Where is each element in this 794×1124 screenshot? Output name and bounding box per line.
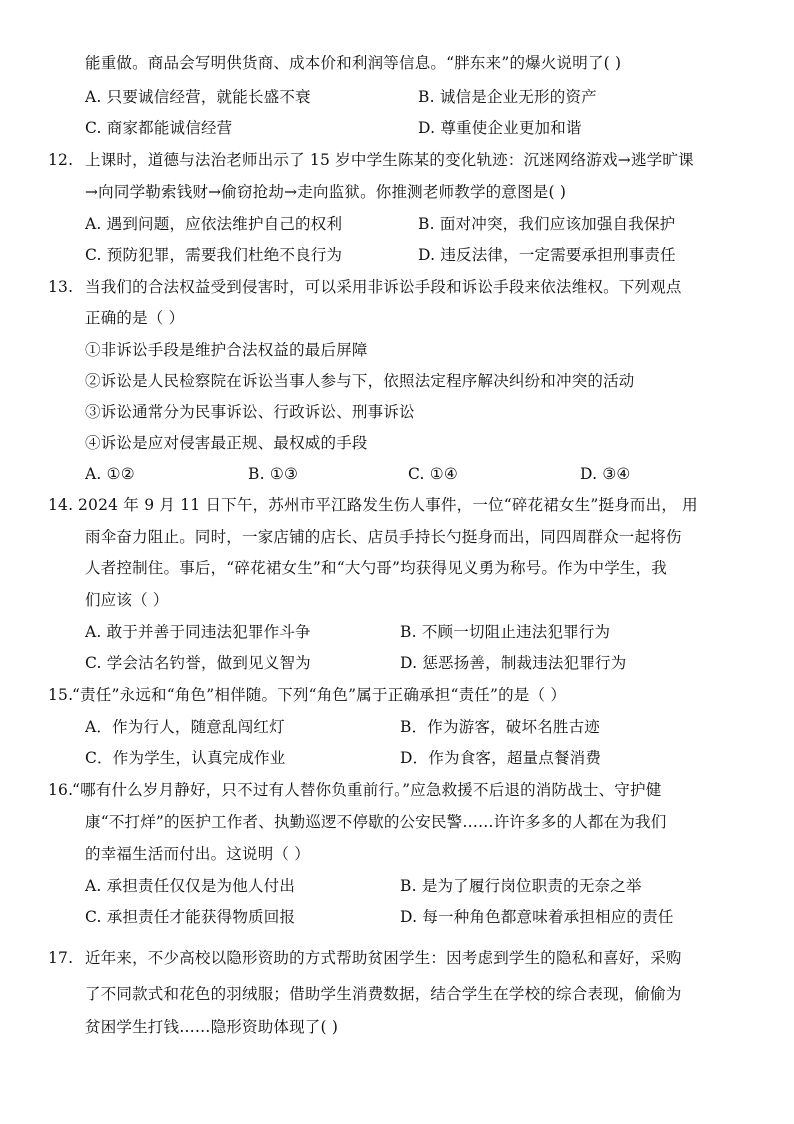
q14-stem-line-3: 人者控制住。事后，“碎花裙女生”和“大勺哥”均获得见义勇为称号。作为中学生，我 (85, 559, 667, 577)
q14-option-c: C. 学会沽名钓誉，做到见义智为 (85, 654, 311, 672)
q14-stem-line-2: 雨伞奋力阻止。同时，一家店铺的店长、店员手持长勺挺身而出，同四周群众一起将伤 (85, 528, 682, 546)
q13-stem-line-2: 正确的是（ ） (85, 309, 185, 327)
q13-statement-2: ②诉讼是人民检察院在诉讼当事人参与下，依照法定程序解决纠纷和冲突的活动 (85, 372, 635, 390)
q12-stem-line-2: →向同学勒索钱财→偷窃抢劫→走向监狱。你推测老师教学的意图是( ) (85, 183, 567, 201)
q13-stem-line-1: 当我们的合法权益受到侵害时，可以采用非诉讼手段和诉讼手段来依法维权。下列观点 (85, 278, 682, 296)
q12-option-c: C. 预防犯罪，需要我们杜绝不良行为 (85, 246, 343, 264)
q14-option-d: D. 惩恶扬善，制裁违法犯罪行为 (400, 654, 627, 672)
q11-option-d: D. 尊重使企业更加和谐 (418, 119, 582, 137)
q15-option-d: D．作为食客，超量点餐消费 (400, 749, 602, 767)
q17-stem-line-1: 近年来，不少高校以隐形资助的方式帮助贫困学生：因考虑到学生的隐私和喜好，采购 (85, 949, 682, 967)
q14-stem-line-1: 2024 年 9 月 11 日下午，苏州市平江路发生伤人事件，一位“碎花裙女生”挺身而出， 用 (78, 496, 698, 514)
q11-option-b: B. 诚信是企业无形的资产 (418, 88, 597, 106)
q12-option-a: A. 遇到问题，应依法维护自己的权利 (85, 215, 343, 233)
q11-option-c: C. 商家都能诚信经营 (85, 119, 233, 137)
q16-stem-line-2: 康“不打烊”的医护工作者、执勤巡逻不停歇的公安民警……许许多多的人都在为我们 (85, 813, 667, 831)
q11-option-a: A. 只要诚信经营，就能长盛不衰 (85, 88, 311, 106)
q13-number: 13. (48, 278, 74, 296)
q15-option-c: C．作为学生，认真完成作业 (85, 749, 286, 767)
q15-option-b: B．作为游客，破坏名胜古迹 (400, 718, 600, 736)
q16-stem-line-1: “哪有什么岁月静好，只不过有人替你负重前行。”应急救援不后退的消防战士、守护健 (72, 781, 662, 799)
q15-option-a: A．作为行人，随意乱闯红灯 (85, 718, 285, 736)
q13-statement-4: ④诉讼是应对侵害最正规、最权威的手段 (85, 434, 368, 452)
q15-number: 15. (48, 686, 74, 704)
q13-statement-1: ①非诉讼手段是维护合法权益的最后屏障 (85, 341, 368, 359)
q16-option-c: C. 承担责任才能获得物质回报 (85, 908, 296, 926)
q12-stem-line-1: 上课时，道德与法治老师出示了 15 岁中学生陈某的变化轨迹：沉迷网络游戏→逃学旷课 (85, 151, 694, 169)
q13-option-d: D. ③④ (580, 465, 631, 483)
q13-option-a: A. ①② (85, 465, 135, 483)
q17-number: 17. (48, 949, 74, 967)
q17-stem-line-2: 了不同款式和花色的羽绒服；借助学生消费数据，结合学生在学校的综合表现，偷偷为 (85, 985, 682, 1003)
q14-option-b: B. 不顾一切阻止违法犯罪行为 (400, 623, 611, 641)
q13-option-c: C. ①④ (408, 465, 458, 483)
q14-stem-line-4: 们应该（ ） (85, 591, 169, 609)
q16-stem-line-3: 的幸福生活而付出。这说明（ ） (85, 845, 310, 863)
q15-stem: “责任”永远和“角色”相伴随。下列“角色”属于正确承担“责任”的是（ ） (72, 686, 567, 704)
q16-number: 16. (48, 781, 74, 799)
q16-option-b: B. 是为了履行岗位职责的无奈之举 (400, 877, 642, 895)
q16-option-d: D. 每一种角色都意味着承担相应的责任 (400, 908, 674, 926)
q14-option-a: A. 敢于并善于同违法犯罪作斗争 (85, 623, 311, 641)
q14-number: 14. (48, 496, 74, 514)
q11-stem-continued: 能重做。商品会写明供货商、成本价和利润等信息。“胖东来”的爆火说明了( ) (85, 54, 622, 72)
q12-option-b: B. 面对冲突，我们应该加强自我保护 (418, 215, 676, 233)
q16-option-a: A. 承担责任仅仅是为他人付出 (85, 877, 296, 895)
q17-stem-line-3: 贫困学生打钱……隐形资助体现了( ) (85, 1018, 339, 1036)
q12-option-d: D. 违反法律，一定需要承担刑事责任 (418, 246, 676, 264)
q13-option-b: B. ①③ (248, 465, 299, 483)
q13-statement-3: ③诉讼通常分为民事诉讼、行政诉讼、刑事诉讼 (85, 403, 415, 421)
q12-number: 12. (48, 151, 74, 169)
